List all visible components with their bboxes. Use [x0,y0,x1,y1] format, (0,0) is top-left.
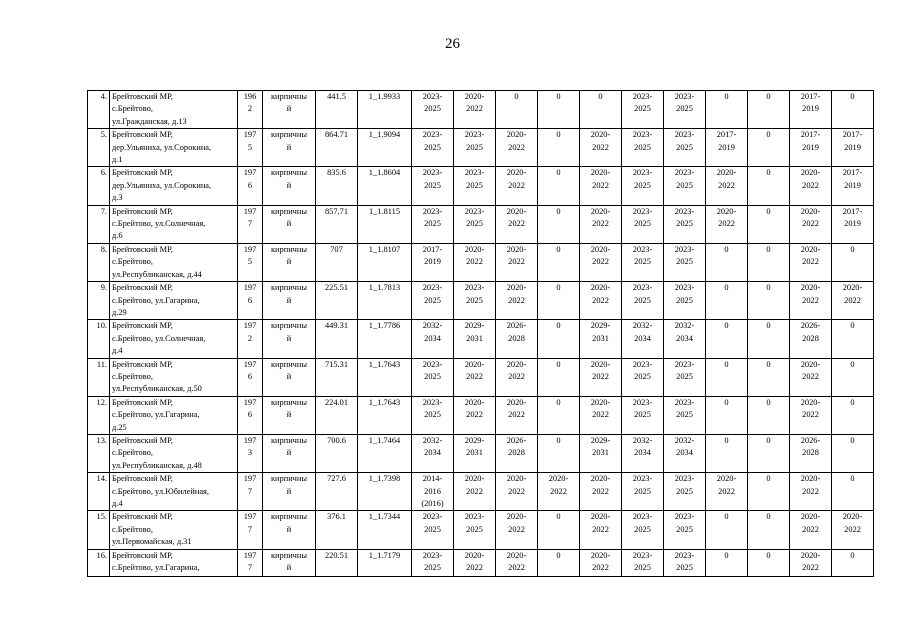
row-number-cell: 4. [88,91,110,129]
work-period-cell: 2029- 2031 [454,434,496,472]
work-period-cell: 0 [748,549,790,576]
work-period-cell: 0 [706,320,748,358]
work-period-cell: 2023- 2025 [664,91,706,129]
work-period-cell: 2023- 2025 [622,243,664,281]
page-number: 26 [445,36,460,52]
work-period-cell: 0 [538,320,580,358]
area-cell: 376.1 [316,511,358,549]
work-period-cell: 2029- 2031 [580,434,622,472]
work-period-cell: 0 [538,91,580,129]
work-period-cell: 0 [538,243,580,281]
wall-material-cell: кирпичны й [263,434,316,472]
build-year-cell: 197 5 [238,243,263,281]
address-cell: Брейтовский МР, с.Брейтово, ул.Солнечная, д.4 [110,320,238,358]
work-period-cell: 2023- 2025 [664,167,706,205]
work-period-cell: 2017- 2019 [832,205,874,243]
priority-code-cell: 1_1.9094 [358,129,412,167]
work-period-cell: 0 [538,167,580,205]
wall-material-cell: кирпичны й [263,167,316,205]
work-period-cell: 2023- 2025 [664,511,706,549]
area-cell: 715.31 [316,358,358,396]
area-cell: 835.6 [316,167,358,205]
work-period-cell: 2020- 2022 [454,549,496,576]
work-period-cell: 0 [706,511,748,549]
area-cell: 700.6 [316,434,358,472]
work-period-cell: 2023- 2025 [622,282,664,320]
work-period-cell: 2032- 2034 [664,320,706,358]
work-period-cell: 2017- 2019 [832,129,874,167]
work-period-cell: 2026- 2028 [790,320,832,358]
work-period-cell: 2026- 2028 [496,320,538,358]
work-period-cell: 2020- 2022 [580,473,622,511]
work-period-cell: 0 [538,205,580,243]
priority-code-cell: 1_1.7179 [358,549,412,576]
work-period-cell: 2020- 2022 [496,473,538,511]
work-period-cell: 0 [706,549,748,576]
work-period-cell: 2020- 2022 [496,511,538,549]
priority-code-cell: 1_1.7643 [358,358,412,396]
work-period-cell: 0 [832,549,874,576]
work-period-cell: 2020- 2022 [790,243,832,281]
work-period-cell: 2023- 2025 [412,396,454,434]
wall-material-cell: кирпичны й [263,91,316,129]
work-period-cell: 2020- 2022 [832,511,874,549]
work-period-cell: 0 [748,205,790,243]
address-cell: Брейтовский МР, с.Брейтово, ул.Первомайская, д.31 [110,511,238,549]
work-period-cell: 2020- 2022 [832,282,874,320]
priority-code-cell: 1_1.7398 [358,473,412,511]
address-cell: Брейтовский МР, с.Брейтово, ул.Юбилейная, д.4 [110,473,238,511]
work-period-cell: 0 [832,434,874,472]
work-period-cell: 2023- 2025 [622,129,664,167]
work-period-cell: 0 [538,129,580,167]
work-period-cell: 2020- 2022 [454,91,496,129]
address-cell: Брейтовский МР, с.Брейтово, ул.Республиканская, д.48 [110,434,238,472]
address-cell: Брейтовский МР, с.Брейтово, ул.Гражданская, д.13 [110,91,238,129]
work-period-cell: 2023- 2025 [412,129,454,167]
work-period-cell: 2020- 2022 [580,396,622,434]
work-period-cell: 2020- 2022 [790,511,832,549]
row-number-cell: 7. [88,205,110,243]
wall-material-cell: кирпичны й [263,396,316,434]
table-row [88,91,874,129]
work-period-cell: 0 [748,282,790,320]
area-cell: 707 [316,243,358,281]
work-period-cell: 0 [706,243,748,281]
work-period-cell: 2020- 2022 [496,358,538,396]
row-number-cell: 10. [88,320,110,358]
work-period-cell: 2029- 2031 [580,320,622,358]
table-row [88,320,874,358]
work-period-cell: 2032- 2034 [412,434,454,472]
row-number-cell: 15. [88,511,110,549]
table-row [88,511,874,549]
work-period-cell: 0 [832,320,874,358]
work-period-cell: 0 [538,549,580,576]
work-period-cell: 0 [748,511,790,549]
work-period-cell: 2023- 2025 [664,205,706,243]
row-number-cell: 12. [88,396,110,434]
work-period-cell: 0 [706,91,748,129]
area-cell: 864.71 [316,129,358,167]
work-period-cell: 2020- 2022 [790,358,832,396]
work-period-cell: 2017- 2019 [706,129,748,167]
work-period-cell: 2023- 2025 [622,511,664,549]
table-row [88,205,874,243]
work-period-cell: 2020- 2022 [580,549,622,576]
work-period-cell: 2023- 2025 [622,473,664,511]
priority-code-cell: 1_1.7344 [358,511,412,549]
row-number-cell: 13. [88,434,110,472]
table-row [88,358,874,396]
priority-code-cell: 1_1.7643 [358,396,412,434]
build-year-cell: 197 7 [238,511,263,549]
area-cell: 857.71 [316,205,358,243]
work-period-cell: 2023- 2025 [622,91,664,129]
work-period-cell: 2026- 2028 [790,434,832,472]
wall-material-cell: кирпичны й [263,282,316,320]
work-period-cell: 2020- 2022 [580,358,622,396]
priority-code-cell: 1_1.8115 [358,205,412,243]
work-period-cell: 2023- 2025 [412,549,454,576]
work-period-cell: 0 [832,396,874,434]
work-period-cell: 2020- 2022 [454,473,496,511]
work-period-cell: 2017- 2019 [412,243,454,281]
work-period-cell: 0 [832,358,874,396]
table-row [88,396,874,434]
work-period-cell: 0 [706,282,748,320]
address-cell: Брейтовский МР, с.Брейтово, ул.Республиканская, д.50 [110,358,238,396]
address-cell: Брейтовский МР, с.Брейтово, ул.Солнечная, д.6 [110,205,238,243]
work-period-cell: 0 [748,320,790,358]
work-period-cell: 2020- 2022 [496,129,538,167]
work-period-cell: 0 [538,358,580,396]
work-period-cell: 2023- 2025 [664,396,706,434]
wall-material-cell: кирпичны й [263,511,316,549]
work-period-cell: 2032- 2034 [412,320,454,358]
area-cell: 224.01 [316,396,358,434]
work-period-cell: 2023- 2025 [622,167,664,205]
work-period-cell: 2023- 2025 [454,511,496,549]
area-cell: 727.6 [316,473,358,511]
work-period-cell: 0 [748,243,790,281]
row-number-cell: 11. [88,358,110,396]
build-year-cell: 197 2 [238,320,263,358]
work-period-cell: 2020- 2022 [790,396,832,434]
work-period-cell: 0 [538,511,580,549]
work-period-cell: 2020- 2022 [454,358,496,396]
row-number-cell: 16. [88,549,110,576]
work-period-cell: 2020- 2022 [496,549,538,576]
build-year-cell: 197 5 [238,129,263,167]
area-cell: 449.31 [316,320,358,358]
work-period-cell: 2023- 2025 [664,282,706,320]
table-row [88,129,874,167]
build-year-cell: 197 7 [238,205,263,243]
area-cell: 220.51 [316,549,358,576]
work-period-cell: 2023- 2025 [664,129,706,167]
work-period-cell: 2017- 2019 [790,91,832,129]
work-period-cell: 2023- 2025 [622,396,664,434]
work-period-cell: 2020- 2022 [580,167,622,205]
area-cell: 225.51 [316,282,358,320]
work-period-cell: 0 [706,358,748,396]
wall-material-cell: кирпичны й [263,549,316,576]
wall-material-cell: кирпичны й [263,243,316,281]
work-period-cell: 2023- 2025 [412,205,454,243]
work-period-cell: 2020- 2022 [706,473,748,511]
wall-material-cell: кирпичны й [263,205,316,243]
work-period-cell: 2017- 2019 [790,129,832,167]
work-period-cell: 2023- 2025 [454,167,496,205]
work-period-cell: 2023- 2025 [664,358,706,396]
work-period-cell: 0 [580,91,622,129]
work-period-cell: 2023- 2025 [412,511,454,549]
build-year-cell: 197 7 [238,473,263,511]
wall-material-cell: кирпичны й [263,320,316,358]
row-number-cell: 8. [88,243,110,281]
table-row [88,282,874,320]
table-row [88,167,874,205]
work-period-cell: 2023- 2025 [412,358,454,396]
build-year-cell: 197 6 [238,358,263,396]
table-row [88,549,874,576]
wall-material-cell: кирпичны й [263,358,316,396]
work-period-cell: 2020- 2022 [790,167,832,205]
priority-code-cell: 1_1.7813 [358,282,412,320]
work-period-cell: 2020- 2022 [538,473,580,511]
work-period-cell: 2032- 2034 [664,434,706,472]
work-period-cell: 0 [748,358,790,396]
work-period-cell: 2020- 2022 [580,205,622,243]
work-period-cell: 2029- 2031 [454,320,496,358]
work-period-cell: 0 [538,282,580,320]
address-cell: Брейтовский МР, с.Брейтово, ул.Гагарина, [110,549,238,576]
work-period-cell: 0 [706,396,748,434]
work-period-cell: 2026- 2028 [496,434,538,472]
work-period-cell: 2023- 2025 [412,167,454,205]
work-period-cell: 2014- 2016 (2016) [412,473,454,511]
work-period-cell: 0 [748,167,790,205]
row-number-cell: 6. [88,167,110,205]
work-period-cell: 0 [496,91,538,129]
table-row [88,243,874,281]
work-period-cell: 2023- 2025 [412,91,454,129]
work-period-cell: 0 [538,434,580,472]
work-period-cell: 2020- 2022 [496,205,538,243]
address-cell: Брейтовский МР, дер.Ульяниха, ул.Сорокина, д.3 [110,167,238,205]
work-period-cell: 0 [748,396,790,434]
work-period-cell: 0 [832,91,874,129]
work-period-cell: 2032- 2034 [622,320,664,358]
wall-material-cell: кирпичны й [263,129,316,167]
work-period-cell: 0 [832,243,874,281]
row-number-cell: 14. [88,473,110,511]
address-cell: Брейтовский МР, с.Брейтово, ул.Гагарина, д.29 [110,282,238,320]
address-cell: Брейтовский МР, с.Брейтово, ул.Гагарина, д.25 [110,396,238,434]
build-year-cell: 197 3 [238,434,263,472]
work-period-cell: 2023- 2025 [622,549,664,576]
work-period-cell: 2020- 2022 [454,243,496,281]
work-period-cell: 0 [748,434,790,472]
work-period-cell: 0 [706,434,748,472]
table-row [88,473,874,511]
work-period-cell: 0 [748,129,790,167]
build-year-cell: 197 6 [238,396,263,434]
work-period-cell: 2020- 2022 [790,473,832,511]
work-period-cell: 2020- 2022 [496,243,538,281]
priority-code-cell: 1_1.9933 [358,91,412,129]
priority-code-cell: 1_1.7464 [358,434,412,472]
build-year-cell: 197 7 [238,549,263,576]
wall-material-cell: кирпичны й [263,473,316,511]
work-period-cell: 0 [538,396,580,434]
work-period-cell: 2020- 2022 [580,243,622,281]
work-period-cell: 2020- 2022 [580,282,622,320]
work-period-cell: 2023- 2025 [412,282,454,320]
work-period-cell: 2023- 2025 [664,243,706,281]
build-year-cell: 197 6 [238,282,263,320]
table-body [88,91,874,577]
priority-code-cell: 1_1.8107 [358,243,412,281]
priority-code-cell: 1_1.8604 [358,167,412,205]
row-number-cell: 5. [88,129,110,167]
address-cell: Брейтовский МР, дер.Ульяниха, ул.Сорокина, д.1 [110,129,238,167]
work-period-cell: 2020- 2022 [496,167,538,205]
work-period-cell: 2020- 2022 [790,282,832,320]
work-period-cell: 2020- 2022 [706,167,748,205]
work-period-cell: 2020- 2022 [454,396,496,434]
row-number-cell: 9. [88,282,110,320]
work-period-cell: 2023- 2025 [454,205,496,243]
work-period-cell: 0 [748,473,790,511]
work-period-cell: 2020- 2022 [790,205,832,243]
work-period-cell: 2017- 2019 [832,167,874,205]
work-period-cell: 2020- 2022 [496,282,538,320]
work-period-cell: 2020- 2022 [790,549,832,576]
work-period-cell: 2020- 2022 [706,205,748,243]
work-period-cell: 0 [748,91,790,129]
table-row [88,434,874,472]
build-year-cell: 197 6 [238,167,263,205]
work-period-cell: 2023- 2025 [664,549,706,576]
work-period-cell: 2020- 2022 [580,511,622,549]
work-period-cell: 2020- 2022 [580,129,622,167]
housing-registry-table [87,90,874,577]
work-period-cell: 0 [832,473,874,511]
work-period-cell: 2023- 2025 [622,205,664,243]
address-cell: Брейтовский МР, с.Брейтово, ул.Республиканская, д.44 [110,243,238,281]
work-period-cell: 2023- 2025 [664,473,706,511]
work-period-cell: 2023- 2025 [454,129,496,167]
priority-code-cell: 1_1.7786 [358,320,412,358]
work-period-cell: 2032- 2034 [622,434,664,472]
build-year-cell: 196 2 [238,91,263,129]
work-period-cell: 2023- 2025 [622,358,664,396]
work-period-cell: 2023- 2025 [454,282,496,320]
area-cell: 441.5 [316,91,358,129]
work-period-cell: 2020- 2022 [496,396,538,434]
